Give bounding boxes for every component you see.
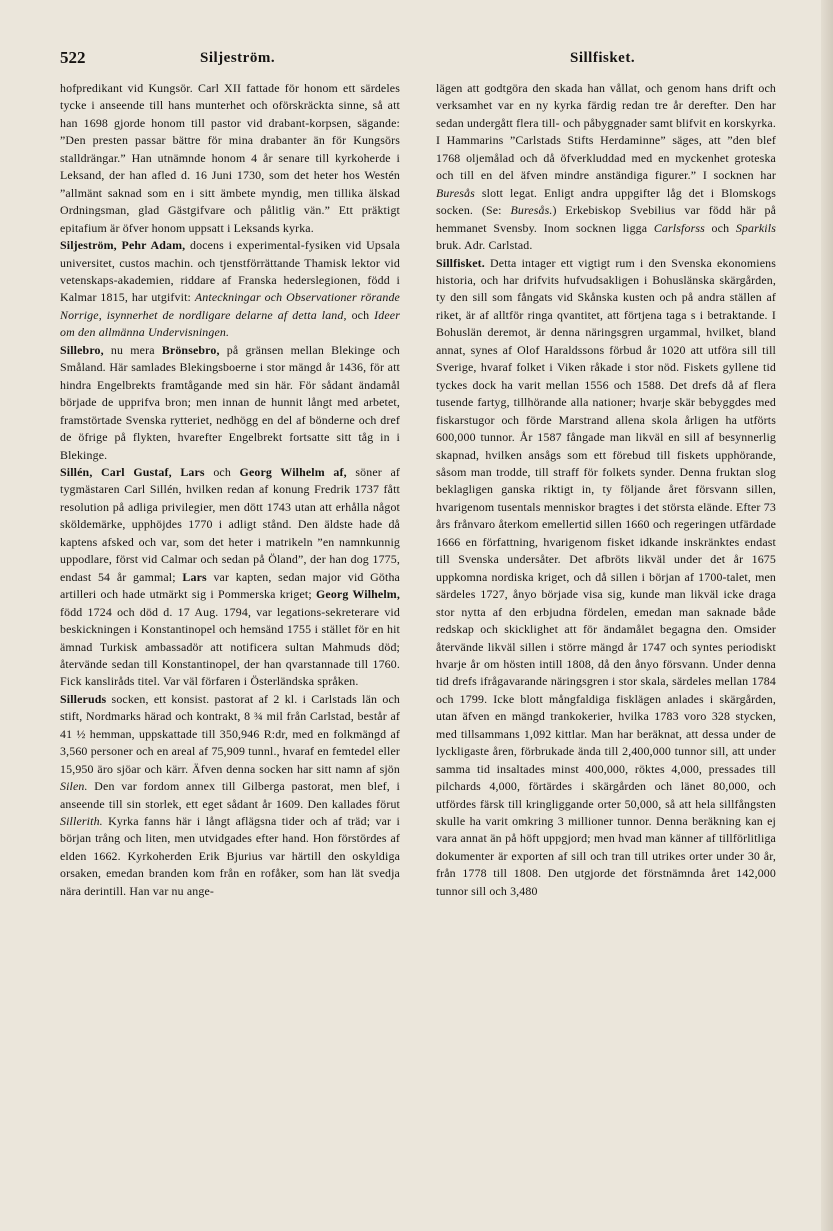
italic-text: Ideer om den allmänna Undervisningen. bbox=[60, 307, 400, 340]
body-text: på gränsen mellan Blekinge och Småland. Här samlades Blekingsboerne i stor mängd år 1436, för att hindra Engelbrekts framtågande med sin här. För sådant ändamål började de upprifva bron; men innan de hunnit långt med arbetet, framstörtade Svenska rytteriet, nedhögg en del af bönderne och dref de öfrige på flykten, hvarefter Engelbrekt fortsatte sitt tåg in i Blekinge. bbox=[60, 342, 400, 462]
entry-silleruds-continued bbox=[436, 80, 776, 255]
body-text: och bbox=[346, 307, 375, 322]
body-text: nu mera bbox=[103, 342, 162, 357]
entry-silleruds-socken bbox=[60, 691, 400, 900]
italic-text: Anteckningar och Observationer rörande Norrige, isynnerhet de nordligare delarne af detta land, bbox=[60, 290, 400, 322]
entry-headword: Siljeström, Pehr Adam, bbox=[60, 238, 186, 253]
running-head-right: Sillfisket. bbox=[570, 50, 636, 66]
body-text: Den var fordom annex till Gilberga pastorat, men blef, i anseende till sin storlek, ett eget sådant år 1609. Den kallades förut bbox=[60, 779, 400, 811]
body-text: Kyrka fanns här i långt aflägsna tider och af träd; var i början trång och liten, men utvidgades efter hand. Hon förstördes af elden 1662. Kyrkoherden Erik Bjurius var härtill den oskyldiga orsaken, emedan branden kom från en rofåker, som han lät svedja nära derintill. Han var nu ange- bbox=[60, 814, 400, 898]
italic-text: Silen. bbox=[60, 779, 88, 794]
body-text: hofpredikant vid Kungsör. Carl XII fattade för honom ett särdeles tycke i anseende till hans munterhet och oförskräckta sinne, så att han 1698 gjorde honom till pastor vid drabant-korpsen, sägande: ”Den presten passar bättre för mina drabanter än för Kungsörs stalldrängar.” Han utnämnde honom 4 år senare till kyrkoherde i Leksand, der han afled d. 16 Juni 1730, som det heter hos Westén ”allmänt saknad som en i sitt ämbete myndig, men tillika älskad Ordningsman, glad Gästgifvare och pålitlig vän.” Ett präktigt epitafium är öfver honom uppsatt i Leksands kyrka. bbox=[60, 81, 400, 235]
entry-headword: Silleruds bbox=[60, 691, 107, 706]
entry-headword: Sillebro, bbox=[60, 342, 104, 357]
entry-headword: Sillfisket. bbox=[436, 255, 485, 270]
page-edge-shadow bbox=[821, 0, 833, 1231]
body-text: Detta intager ett vigtigt rum i den Svenska ekonomiens historia, och har drifvits hufvudsakligen i Bohuslänska skärgården, ty den sill som fångats vid Skånska kusten och på andra ställen af riket, är af alltför ringa qvantitet, att förtjena taga s i betraktande. I Bohuslän deremot, är denna näringsgren urgammal, hvilket, bland annat, synes af Olof Haraldssons förbud år 1020 att utföra sill till Sverige, hvaraf folket i Viken råkade i stor nöd. Fiskets gyllene tid tyckes dock ha varit mellan 1556 och 1588. Det drefs då af flera tusende fartyg, tillhörande alla nationer; hvarje skär bebyggdes med fiskarstugor och förde Marstrand allena skola årligen ha utförts 600,000 tunnor. År 1587 fångade man likväl en sill af besynnerlig skapnad, hvilken ansågs som ett förebud till fiskets upphörande, såsom man trodde, till straff för folkets synder. Denna fruktan slog beklagligen ganska riktigt in, ty följande året försvann sillen, hvarigenom tusentals menniskor bragtes i det största elände. Efter 73 års frånvaro återkom emellertid sillen 1660 och regeringen utfärdade 1666 en författning, hvarigenom fisket idkande inskränktes endast till Svenska undersåter. Det afbröts likväl under det år 1675 uppkomna nordiska kriget, och då sillen i början af 1700-talet, men särdeles 1727, ånyo började visa sig, kunde man likväl icke draga stor nytta af den erbjudna fördelen, emedan man saknade både redskap och skicklighet att för ändamålet begagna den. Omsider återvände likväl sillen i större mängd år 1747 och syntes periodiskt hvarje år om hösten intill 1808, då den ånyo försvann. Under denna tid drefs ifrågavarande näringsgren i stor skala, särdeles mellan 1784 och 1799. Icke blott mångfaldiga fisklägen anlades i skärgården, utan äfven en mängd trankokerier, hvilka 1783 voro 328 stycken, med tillsammans 1,092 kittlar. Man har beräknat, att dessa under de lyckligaste åren, förbrukade ända till 2,400,000 tunnor sill, att under samma tid insaltades minst 400,000, röktes 4,000, pressades till pilchards 4,000, förtärdes i skärgården och länet 80,000, och utfördes färsk till kringliggande orter 50,000, så att hela sillfångsten skulle ha varit omkring 3 millioner tunnor. Denna beräkning kan ej vara annat än på höft uppgjord; men hvad man känner af tillförlitliga dokumenter är exporten af sill och tran till utrikes orter under 30 år, från 1778 till 1808. Den utgjorde det förstnämnda året 142,000 tunnor sill och 3,480 bbox=[436, 255, 776, 898]
entry-headword: Brönsebro, bbox=[161, 342, 220, 357]
page-number: 522 bbox=[60, 48, 86, 67]
italic-text: Sillerith. bbox=[60, 814, 103, 829]
running-head-left: Siljeström. bbox=[200, 50, 276, 66]
body-text: var kapten, sedan major vid Götha artilleri och hade utmärkt sig i Pommerska kriget; bbox=[60, 569, 400, 602]
body-text: docens i experimental-fysiken vid Upsala universitet, custos machin. och tjenstförrättande Thamisk lektor vid vetenskaps-akademien, riddare af Franska hederslegionen, född i Kalmar 1815, har utgifvit: bbox=[60, 238, 400, 305]
entry-sillen bbox=[60, 464, 400, 691]
italic-text: Sparkils bbox=[735, 220, 776, 235]
italic-text: Buresås. bbox=[510, 203, 553, 218]
body-text: söner af tygmästaren Carl Sillén, hvilken redan af konung Fredrik 1737 fått resolution på adliga privilegier, men dött 1743 utan att erhålla något sköldemärke, upphöjdes 1770 i adligt stånd. Den äldste hade då kaptens afsked och var, som det heter i matrikeln ”en namnkunnig uppodlare, först vid Calmar och sedan på Öland”, der han dog 1775, endast 54 år gammal; bbox=[60, 464, 400, 584]
entry-headword: Sillén, Carl Gustaf, Lars bbox=[60, 464, 205, 479]
entry-sillebro bbox=[60, 342, 400, 464]
right-column bbox=[436, 80, 776, 900]
body-text: ) Erkebiskop Svebilius var född här på hemmanet Svensby. Inom socknen ligga bbox=[436, 203, 776, 235]
left-column bbox=[60, 80, 400, 900]
entry-headword: Georg Wilhelm af, bbox=[239, 464, 347, 479]
body-text: socken, ett konsist. pastorat af 2 kl. i Carlstads län och stift, Nordmarks härad och kontrakt, 8 ¾ mil från Carlstad, består af 41 ½ hemman, uppskattade till 350,946 R:dr, med en folkmängd af 3,560 personer och en areal af 75,909 tunnl., hvaraf en femtedel eller 15,950 äro sjöar och kärr. Äfven denna socken har sitt namn af sjön bbox=[60, 691, 400, 776]
body-text: slott legat. Enligt andra uppgifter låg det i Blomskogs socken. (Se: bbox=[436, 185, 776, 218]
italic-text: Carlsforss bbox=[653, 220, 705, 235]
page-header bbox=[60, 48, 773, 74]
entry-sillfisket bbox=[436, 255, 776, 901]
entry-headword: Georg Wilhelm, bbox=[316, 587, 400, 602]
entry-siljestrom-continued bbox=[60, 80, 400, 237]
body-text: lägen att godtgöra den skada han vållat, och genom hans drift och verksamhet var en ny kyrka färdig redan tre år derefter. Den har sedan undergått flera till- och påbyggnader samt blifvit en korskyrka. I Hammarins ”Carlstads Stifts Herdaminne” säges, att ”den blef 1768 oljemålad och då öfverkluddad med en myckenhet groteska och till en del äfven mindre anständiga figurer.” I socknen har bbox=[436, 81, 776, 183]
body-text: och bbox=[204, 464, 240, 479]
body-text: och bbox=[704, 220, 736, 235]
entry-siljestrom-pehr-adam bbox=[60, 237, 400, 342]
body-text: född 1724 och död d. 17 Aug. 1794, var legations-sekreterare vid beskickningen i Konstantinopel och hemsänd 1755 i stället för en hit ämnad Turkisk ambassadör att notificera sultan Mahmuds död; återvände sedan till Konstantinopel, der han qvarstannade till 1760. Fick kansliråds titel. Var väl förfaren i Österländska språken. bbox=[60, 604, 400, 689]
body-text: bruk. Adr. Carlstad. bbox=[436, 238, 533, 253]
entry-headword: Lars bbox=[182, 569, 207, 584]
italic-text: Buresås bbox=[436, 185, 475, 200]
